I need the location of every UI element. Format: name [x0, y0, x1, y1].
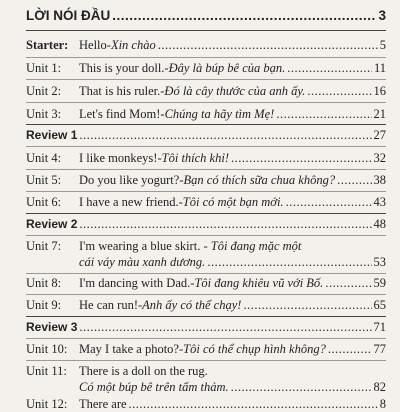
- leader-dots: [328, 342, 372, 357]
- divider: [26, 360, 386, 361]
- leader-dots: [231, 151, 372, 166]
- toc-entry-review-2: [26, 217, 386, 232]
- entry-vietnamese: Anh ấy có thể chạy!: [142, 298, 242, 312]
- entry-english: Do you like yogurt?: [79, 173, 180, 187]
- page-number: 43: [373, 195, 386, 209]
- divider: [26, 191, 386, 192]
- entry-vietnamese: Tôi thích khỉ!: [161, 151, 229, 165]
- entry-label: Review 2: [26, 217, 78, 231]
- entry-vietnamese: Chúng ta hãy tìm Mẹ!: [164, 107, 275, 121]
- toc-entry-review-1: [26, 128, 386, 143]
- entry-english: That is his ruler.: [79, 84, 161, 98]
- divider: [26, 57, 386, 58]
- entry-english: Let's find Mom!: [79, 107, 161, 121]
- leader-dots: [286, 195, 372, 210]
- leader-dots: [243, 298, 371, 313]
- entry-english: This is your doll.: [79, 61, 165, 75]
- entry-label: Review 1: [26, 128, 78, 142]
- page-number: 77: [373, 342, 386, 356]
- page-number: 11: [373, 61, 386, 75]
- entry-english: I'm wearing a blue skirt.: [79, 239, 201, 253]
- divider: [26, 146, 386, 147]
- entry-vietnamese: Đây là búp bê của bạn.: [168, 61, 286, 75]
- leader-dots: [79, 217, 371, 232]
- entry-vietnamese: Xin chào: [110, 38, 156, 52]
- entry-label: Unit 9:: [26, 298, 62, 312]
- leader-dots: [307, 84, 371, 99]
- toc-entry-unit-7: Unit 7: I'm wearing a blue skirt. - Tôi đang mặc một cái váy màu xanh dương. ..... 53: [26, 239, 386, 271]
- table-of-contents-page: LỜI NÓI ĐẦU ..... 3 Starter: Hello - Xin chào ..... 5 Unit 1: This is your doll. - Đây là búp bê của bạn. ..... 11 Unit 2: That is his ruler. - Đó là cây thước của anh ấy. ..... 16 Unit 3: Let's find Mom! - Chúng ta hãy tìm Mẹ! ..... 21 Review 1 ..... 27 Unit 4: I like monkeys! - Tôi thích khỉ! ..... 32 Unit 5: Do you like yogurt? - Bạn có thích sữa chua không? ..... 38 Unit 6: I have a new friend. - Tôi có một bạn mới. ..... 43 Review 2 ..... 48 Unit 7: I'm wearing a blue skirt. - Tôi đang mặc một cái váy màu xanh dương. ..... 53 Unit 8: I'm dancing with Dad. - Tôi đang khiêu vũ với Bố. ..... 59 Unit 9: He can run! - Anh ấy có thể chạy! ..... 65 Review 3 ..... 71 Unit 10: May I take a photo? - Tôi có thể chụp hình không? ..... 77 Unit 11: There is a doll on the rug. Có một búp bê trên tấm thảm. ..... 82 Unit 12: There are ..... 8: [0, 0, 400, 400]
- entry-vietnamese: Tôi đang mặc một: [210, 239, 302, 253]
- foreword-title: LỜI NÓI ĐẦU: [26, 8, 111, 23]
- leader-dots: [276, 107, 371, 122]
- divider: [26, 213, 386, 214]
- entry-label: Review 3: [26, 320, 78, 334]
- page-number: 82: [373, 380, 386, 394]
- entry-english: There is a doll on the rug.: [79, 364, 208, 378]
- leader-dots: [158, 38, 378, 53]
- page-number: 32: [373, 151, 386, 165]
- page-number: 59: [373, 276, 386, 290]
- entry-label: Unit 12:: [26, 397, 68, 411]
- entry-label: Unit 8:: [26, 276, 62, 290]
- entry-label: Unit 6:: [26, 195, 62, 209]
- divider: [26, 30, 386, 31]
- divider: [26, 294, 386, 295]
- entry-english: He can run!: [79, 298, 138, 312]
- divider: [26, 273, 386, 274]
- leader-dots: [325, 276, 371, 291]
- entry-label: Unit 2:: [26, 84, 62, 98]
- toc-entry-foreword: [26, 8, 386, 23]
- divider: [26, 79, 386, 80]
- leader-dots: [231, 380, 372, 395]
- entry-label: Unit 7:: [26, 239, 62, 253]
- page-number: 65: [373, 298, 386, 312]
- toc-entry-review-3: [26, 320, 386, 335]
- entry-vietnamese-continued: cái váy màu xanh dương.: [79, 255, 206, 269]
- entry-vietnamese: Bạn có thích sữa chua không?: [183, 173, 336, 187]
- divider: [26, 124, 386, 125]
- page-number: 8: [379, 397, 386, 411]
- page-number: 71: [373, 320, 386, 334]
- page-number: 3: [378, 8, 386, 23]
- entry-vietnamese: Có một búp bê trên tấm thảm.: [79, 380, 229, 394]
- page-number: 16: [373, 84, 386, 98]
- page-number: 21: [373, 107, 386, 121]
- entry-label: Unit 4:: [26, 151, 62, 165]
- divider: [26, 316, 386, 317]
- page-number: 27: [373, 128, 386, 142]
- entry-label: Unit 5:: [26, 173, 62, 187]
- entry-vietnamese: Tôi đang khiêu vũ với Bố.: [194, 276, 324, 290]
- entry-vietnamese: Tôi có một bạn mới.: [182, 195, 284, 209]
- entry-label: Unit 3:: [26, 107, 62, 121]
- page-number: 53: [373, 255, 386, 269]
- leader-dots: [287, 61, 372, 76]
- page-number: 5: [379, 38, 386, 52]
- divider: [26, 102, 386, 103]
- entry-english: There are: [79, 397, 127, 411]
- entry-label: Unit 10:: [26, 342, 68, 356]
- entry-vietnamese: Tôi có thể chụp hình không?: [183, 342, 326, 356]
- entry-label: Unit 11:: [26, 364, 67, 378]
- entry-english: I like monkeys!: [79, 151, 158, 165]
- leader-dots: [337, 173, 371, 188]
- divider: [26, 235, 386, 236]
- leader-dots: [112, 8, 376, 23]
- leader-dots: [79, 320, 371, 335]
- entry-english: Hello: [79, 38, 107, 52]
- leader-dots: [207, 255, 371, 270]
- page-number: 38: [373, 173, 386, 187]
- entry-label: Unit 1:: [26, 61, 62, 75]
- entry-english: I'm dancing with Dad.: [79, 276, 191, 290]
- entry-english: May I take a photo?: [79, 342, 179, 356]
- toc-entry-unit-11: [26, 364, 386, 396]
- leader-dots: [129, 397, 378, 412]
- divider: [26, 338, 386, 339]
- entry-vietnamese: Đó là cây thước của anh ấy.: [164, 84, 306, 98]
- divider: [26, 169, 386, 170]
- entry-english: I have a new friend.: [79, 195, 179, 209]
- entry-label: Starter:: [26, 38, 69, 52]
- page-number: 48: [373, 217, 386, 231]
- leader-dots: [79, 128, 371, 143]
